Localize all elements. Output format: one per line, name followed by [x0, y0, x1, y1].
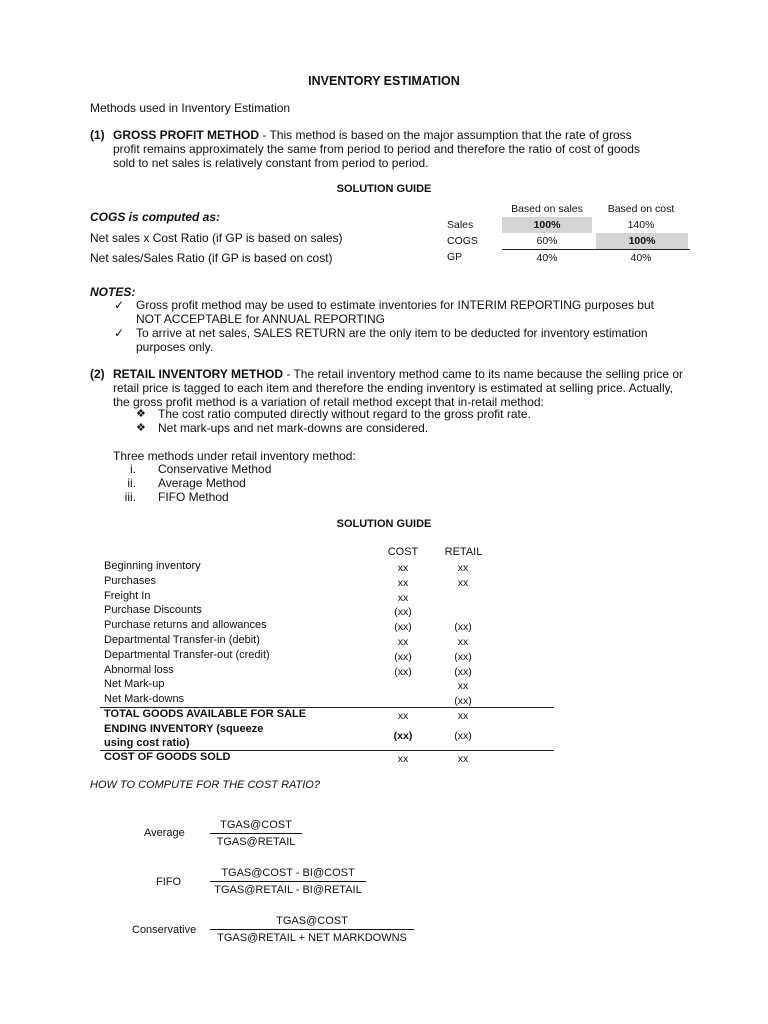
- retail-table-header-retail: RETAIL: [444, 546, 483, 558]
- ending-inventory-label-2: using cost ratio): [104, 737, 190, 749]
- gp-method-text: - This method is based on the major assumption that the rate of gross profit remains approximately the same from period to period and therefore the ratio of cost of goods sold to net sales is relatively constant from period to period.: [113, 128, 640, 170]
- formula-numerator: TGAS@COST: [276, 915, 348, 927]
- retail-table-row-label: Freight In: [104, 589, 151, 602]
- gp-table-row-label: GP: [447, 251, 463, 263]
- cost-ratio-heading: HOW TO COMPUTE FOR THE COST RATIO?: [90, 779, 320, 791]
- formula-denominator: TGAS@RETAIL - BI@RETAIL: [214, 884, 362, 896]
- formula-name: Average: [144, 827, 185, 839]
- retail-table-retail-cell: xx: [457, 562, 469, 574]
- retail-method-heading: RETAIL INVENTORY METHOD: [113, 367, 284, 381]
- retail-table-row-label: Abnormal loss: [104, 663, 174, 676]
- method-item: FIFO Method: [158, 490, 229, 504]
- formula-name: Conservative: [132, 924, 197, 936]
- roman-numeral: i.: [130, 462, 136, 476]
- retail-table-retail-cell: xx: [457, 576, 469, 589]
- retail-table-cost-cell: (xx): [394, 650, 412, 663]
- check-icon: ✓: [114, 298, 125, 312]
- gp-method-number: (1): [90, 128, 105, 142]
- retail-table-cost-cell: xx: [397, 562, 409, 574]
- cogs-cost: xx: [397, 753, 409, 765]
- formula-numerator: TGAS@COST: [220, 819, 292, 831]
- retail-table-row-label: Net Mark-up: [104, 678, 165, 691]
- retail-bullet: Net mark-ups and net mark-downs are considered.: [158, 421, 429, 435]
- fraction-bar: [210, 881, 366, 882]
- retail-table-row-label: Purchases: [104, 574, 156, 587]
- retail-table-retail-cell: xx: [457, 680, 469, 693]
- retail-bullet: The cost ratio computed directly without regard to the gross profit rate.: [158, 407, 531, 421]
- retail-table-retail-cell: (xx): [454, 665, 472, 678]
- retail-table-cost-cell: xx: [397, 591, 409, 604]
- formula-numerator: TGAS@COST - BI@COST: [221, 867, 355, 879]
- check-icon: ✓: [114, 326, 125, 340]
- intro-text: Methods used in Inventory Estimation: [90, 101, 291, 115]
- method-item: Average Method: [158, 476, 246, 490]
- gp-method-paragraph: [113, 128, 658, 170]
- total-goods-retail: xx: [457, 710, 469, 722]
- retail-table-retail-cell: (xx): [454, 621, 472, 634]
- gp-table-cell: 60%: [536, 235, 558, 247]
- solution-guide-2: SOLUTION GUIDE: [336, 518, 432, 530]
- note-item: Gross profit method may be used to estimate inventories for INTERIM REPORTING purposes but NOT ACCEPTABLE for ANNUAL REPORTING: [136, 298, 654, 326]
- retail-table-retail-cell: (xx): [454, 695, 472, 708]
- gp-table-cell: 40%: [630, 252, 652, 264]
- retail-table-row-label: Beginning inventory: [104, 560, 201, 572]
- retail-table-row-label: Purchase Discounts: [104, 604, 202, 617]
- formula-name: FIFO: [156, 876, 182, 888]
- retail-table-row-label: Net Mark-downs: [104, 693, 185, 706]
- retail-table-retail-cell: xx: [457, 636, 469, 648]
- retail-table-cost-cell: (xx): [394, 621, 412, 634]
- three-methods-heading: Three methods under retail inventory method:: [113, 449, 356, 463]
- cogs-line-sales: Net sales x Cost Ratio (if GP is based on sales): [90, 231, 343, 245]
- retail-table-cost-cell: xx: [397, 576, 409, 589]
- cogs-heading: COGS is computed as:: [90, 210, 221, 224]
- total-goods-label: TOTAL GOODS AVAILABLE FOR SALE: [104, 708, 307, 720]
- retail-table-retail-cell: (xx): [454, 650, 472, 663]
- retail-table-row-label: Departmental Transfer-out (credit): [104, 648, 270, 661]
- ending-inventory-cost: (xx): [393, 730, 413, 742]
- fraction-bar: [210, 833, 302, 834]
- gp-table-row-label: COGS: [447, 235, 478, 247]
- retail-table-row-label: Purchase returns and allowances: [104, 619, 267, 632]
- retail-table-cost-cell: (xx): [394, 665, 412, 678]
- notes-heading: NOTES:: [90, 285, 136, 299]
- cogs-label: COST OF GOODS SOLD: [104, 751, 231, 763]
- solution-guide-1: SOLUTION GUIDE: [336, 183, 432, 195]
- gp-table-header-sales: Based on sales: [511, 203, 583, 215]
- diamond-bullet-icon: ❖: [136, 408, 146, 420]
- roman-numeral: iii.: [124, 490, 136, 504]
- gp-table-cell: 100%: [596, 233, 688, 249]
- retail-table-row-label: Departmental Transfer-in (debit): [104, 634, 260, 646]
- roman-numeral: ii.: [127, 476, 136, 490]
- gp-table-cell: 40%: [536, 252, 558, 264]
- total-goods-cost: xx: [397, 710, 409, 722]
- gp-table-row-label: Sales: [447, 219, 474, 231]
- retail-method-number: (2): [90, 367, 105, 381]
- retail-method-text: - The retail inventory method came to its name because the selling price or retail price is tagged to each item and therefore the ending inventory is estimated at selling price. Actually, the gross profit method is a variation of retail method except that in-retail method:: [113, 367, 683, 409]
- ending-inventory-retail: (xx): [454, 730, 472, 742]
- retail-method-paragraph: [113, 367, 683, 409]
- diamond-bullet-icon: ❖: [136, 422, 146, 434]
- gp-table-cell: 140%: [627, 219, 655, 231]
- formula-denominator: TGAS@RETAIL + NET MARKDOWNS: [217, 932, 407, 944]
- cogs-retail: xx: [457, 753, 469, 765]
- page-title: INVENTORY ESTIMATION: [308, 74, 460, 88]
- method-item: Conservative Method: [158, 462, 272, 476]
- formula-denominator: TGAS@RETAIL: [216, 836, 296, 848]
- retail-table-cost-cell: xx: [397, 636, 409, 648]
- retail-table-cost-cell: (xx): [394, 606, 412, 619]
- gp-method-heading: GROSS PROFIT METHOD: [113, 128, 260, 142]
- gp-table-cell: 100%: [502, 217, 592, 233]
- fraction-bar: [210, 929, 414, 930]
- ending-inventory-label-1: ENDING INVENTORY (squeeze: [104, 723, 264, 735]
- note-item: To arrive at net sales, SALES RETURN are the only item to be deducted for inventory estimation purposes only.: [136, 326, 648, 354]
- retail-table-header-cost: COST: [387, 546, 419, 558]
- cogs-line-cost: Net sales/Sales Ratio (if GP is based on cost): [90, 251, 333, 265]
- gp-table-header-cost: Based on cost: [607, 203, 675, 215]
